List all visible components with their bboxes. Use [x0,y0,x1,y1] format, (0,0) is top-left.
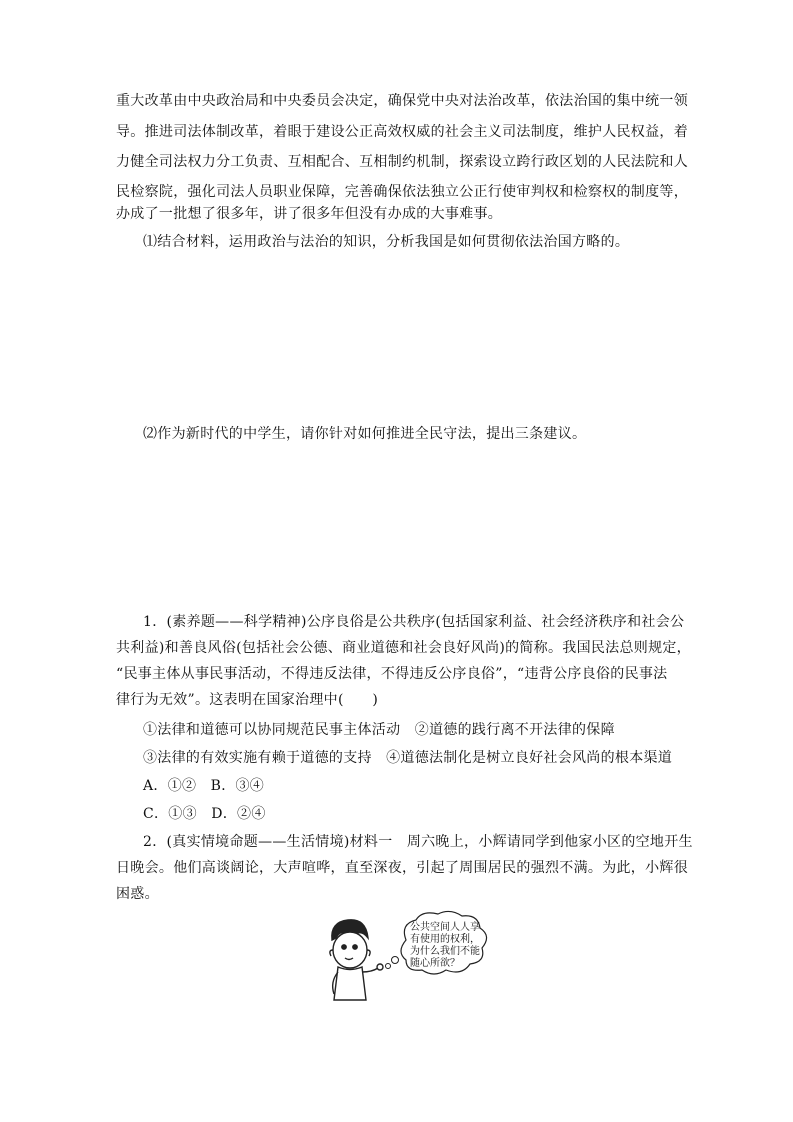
passage-line-3: 力健全司法权力分工负责、互相配合、互相制约机制，探索设立跨行政区划的人民法院和人 [116,154,688,170]
passage-line-1: 重大改革由中央政治局和中央委员会决定，确保党中央对法治改革，依法治国的集中统一领 [116,93,688,109]
boy-figure [330,920,383,1000]
item1-statements-b: ③法律的有效实施有赖于道德的支持 ④道德法制化是树立良好社会风尚的根本渠道 [143,750,673,766]
item2-line-1: 2．(真实情境命题——生活情境)材料一 周六晚上，小辉请同学到他家小区的空地开生 [143,834,693,850]
item1-line-2: 共利益)和善良风俗(包括社会公德、商业道德和社会良好风尚)的简称。我国民法总则规定， [116,640,691,656]
passage-line-5: 办成了一批想了很多年，讲了很多年但没有办成的大事难事。 [116,206,503,222]
boy-thinking-illustration [318,910,508,1010]
passage-line-2: 导。推进司法体制改革，着眼于建设公正高效权威的社会主义司法制度，维护人民权益，着 [116,124,688,140]
item2-line-2: 日晚会。他们高谈阔论，大声喧哗，直至深夜，引起了周围居民的强烈不满。为此，小辉很 [116,860,688,876]
item1-options-a: A．①② B．③④ [143,778,265,794]
item1-line-4: 律行为无效”。这表明在国家治理中( ) [116,692,379,708]
question-1: ⑴结合材料，运用政治与法治的知识，分析我国是如何贯彻依法治国方略的。 [143,234,630,250]
item2-line-3: 困惑。 [116,886,159,902]
thought-dot-small [386,964,391,969]
bubble-line-1: 公共空间人人享 [410,922,480,933]
bubble-line-2: 有使用的权利， [410,934,480,945]
question-2: ⑵作为新时代的中学生，请你针对如何推进全民守法，提出三条建议。 [143,426,587,442]
item1-options-b: C．①③ D．②④ [143,806,266,822]
item1-line-1: 1．(素养题——科学精神)公序良俗是公共秩序(包括国家利益、社会经济秩序和社会公 [143,614,685,630]
thought-dot-large [392,957,399,964]
item1-line-3: “民事主体从事民事活动，不得违反法律，不得违反公序良俗”，“违背公序良俗的民事法 [116,666,668,682]
passage-line-4: 民检察院，强化司法人员职业保障，完善确保依法独立公正行使审判权和检察权的制度等， [116,184,688,200]
bubble-line-4: 随心所欲？ [410,958,460,969]
bubble-line-3: 为什么我们不能 [410,946,480,957]
item1-statements-a: ①法律和道德可以协同规范民事主体活动 ②道德的践行离不开法律的保障 [143,722,615,738]
